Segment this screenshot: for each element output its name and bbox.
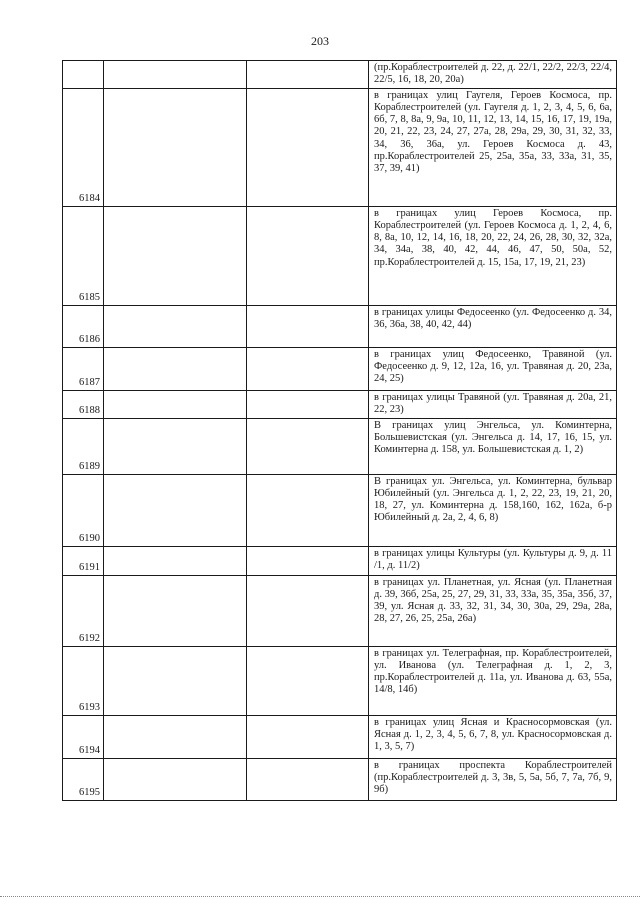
- empty-cell: [104, 758, 247, 800]
- empty-cell: [247, 418, 369, 474]
- empty-cell: [104, 575, 247, 646]
- table-row: [63, 758, 617, 800]
- row-number: 6188: [63, 390, 104, 418]
- table-row: [63, 206, 617, 305]
- empty-cell: [247, 206, 369, 305]
- district-description: в границах улицы Федосеенко (ул. Федосеенко д. 34, 36, 36а, 38, 40, 42, 44): [369, 305, 617, 347]
- page-number: 203: [311, 34, 329, 48]
- row-number: 6189: [63, 418, 104, 474]
- empty-cell: [104, 418, 247, 474]
- empty-cell: [247, 758, 369, 800]
- row-number: 6194: [63, 715, 104, 758]
- table-row: [63, 575, 617, 646]
- polling-districts-table: [62, 60, 617, 801]
- table-row: [63, 88, 617, 206]
- empty-cell: [247, 390, 369, 418]
- district-description: в границах улиц Героев Космоса, пр. Кораблестроителей (ул. Героев Космоса д. 1, 2, 4, 6, 8, 8а, 10, 12, 14, 16, 18, 20, 22, 24, 26, 28, 30, 32, 32а, 34, 34а, 38, 40, 42, 44, 46, 47, 50, 50а, 52, пр.Кораблестроителей д. 15, 15а, 17, 19, 21, 23): [369, 206, 617, 305]
- row-number: 6187: [63, 347, 104, 390]
- table-row: [63, 646, 617, 715]
- empty-cell: [104, 546, 247, 575]
- row-number: 6195: [63, 758, 104, 800]
- empty-cell: [104, 61, 247, 89]
- row-number: 6192: [63, 575, 104, 646]
- district-description: В границах ул. Энгельса, ул. Коминтерна, бульвар Юбилейный (ул. Энгельса д. 1, 2, 22, 23, 19, 21, 20, 18, 27, ул. Коминтерна д. 158,160, 162, 162а, б-р Юбилейный д. 2а, 2, 4, 6, 8): [369, 474, 617, 546]
- empty-cell: [247, 88, 369, 206]
- empty-cell: [247, 646, 369, 715]
- row-number: 6190: [63, 474, 104, 546]
- empty-cell: [104, 390, 247, 418]
- row-number: 6191: [63, 546, 104, 575]
- empty-cell: [247, 347, 369, 390]
- table-row: [63, 305, 617, 347]
- table-row: [63, 61, 617, 89]
- row-number: 6184: [63, 88, 104, 206]
- district-description: в границах улицы Культуры (ул. Культуры д. 9, д. 11 /1, д. 11/2): [369, 546, 617, 575]
- empty-cell: [104, 347, 247, 390]
- empty-cell: [247, 715, 369, 758]
- row-number: 6185: [63, 206, 104, 305]
- empty-cell: [104, 715, 247, 758]
- district-description: в границах улицы Травяной (ул. Травяная д. 20а, 21, 22, 23): [369, 390, 617, 418]
- table-row: [63, 390, 617, 418]
- empty-cell: [247, 546, 369, 575]
- district-description: в границах проспекта Кораблестроителей (пр.Кораблестроителей д. 3, 3в, 5, 5а, 5б, 7, 7а, 7б, 9, 9б): [369, 758, 617, 800]
- empty-cell: [247, 305, 369, 347]
- district-description: в границах ул. Телеграфная, пр. Кораблестроителей, ул. Иванова (ул. Телеграфная д. 1, 2, 3, пр.Кораблестроителей д. 11а, ул. Иванова д. 63, 55а, 14/8, 14б): [369, 646, 617, 715]
- district-description: В границах улиц Энгельса, ул. Коминтерна, Большевистская (ул. Энгельса д. 14, 17, 16, 15, ул. Коминтерна д. 158, ул. Большевистская д. 1, 2): [369, 418, 617, 474]
- row-number: [63, 61, 104, 89]
- district-description: в границах улиц Ясная и Красносормовская (ул. Ясная д. 1, 2, 3, 4, 5, 6, 7, 8, ул. Красносормовская д. 1, 3, 5, 7): [369, 715, 617, 758]
- table-row: [63, 474, 617, 546]
- empty-cell: [104, 305, 247, 347]
- empty-cell: [247, 575, 369, 646]
- row-number: 6193: [63, 646, 104, 715]
- empty-cell: [104, 88, 247, 206]
- table-row: [63, 715, 617, 758]
- empty-cell: [247, 61, 369, 89]
- scan-edge-line: [0, 896, 640, 899]
- empty-cell: [104, 646, 247, 715]
- district-description: в границах улиц Гаугеля, Героев Космоса, пр. Кораблестроителей (ул. Гаугеля д. 1, 2, 3, 4, 5, 6, 6а, 6б, 7, 8, 8а, 9, 9а, 10, 11, 12, 13, 14, 15, 16, 17, 19, 19а, 20, 21, 22, 23, 24, 27, 27а, 28, 29а, 29, 30, 31, 32, 33, 34, 36, 36а, ул. Героев Космоса д. 43, пр.Кораблестроителей 25, 25а, 35а, 33, 33а, 31, 35, 37, 39, 41): [369, 88, 617, 206]
- empty-cell: [104, 206, 247, 305]
- empty-cell: [247, 474, 369, 546]
- district-description: в границах ул. Планетная, ул. Ясная (ул. Планетная д. 39, 36б, 25а, 25, 27, 29, 31, 33, 33а, 35, 35а, 35б, 37, 39, ул. Ясная д. 33, 32, 31, 34, 30, 30а, 29, 29а, 28а, 28, 27, 26, 25, 25а, 26а): [369, 575, 617, 646]
- row-number: 6186: [63, 305, 104, 347]
- district-description: в границах улиц Федосеенко, Травяной (ул. Федосеенко д. 9, 12, 12а, 16, ул. Травяная д. 20, 23а, 24, 25): [369, 347, 617, 390]
- district-description: (пр.Кораблестроителей д. 22, д. 22/1, 22/2, 22/3, 22/4, 22/5, 16, 18, 20, 20а): [369, 61, 617, 89]
- empty-cell: [104, 474, 247, 546]
- table-row: [63, 546, 617, 575]
- table-row: [63, 347, 617, 390]
- table-row: [63, 418, 617, 474]
